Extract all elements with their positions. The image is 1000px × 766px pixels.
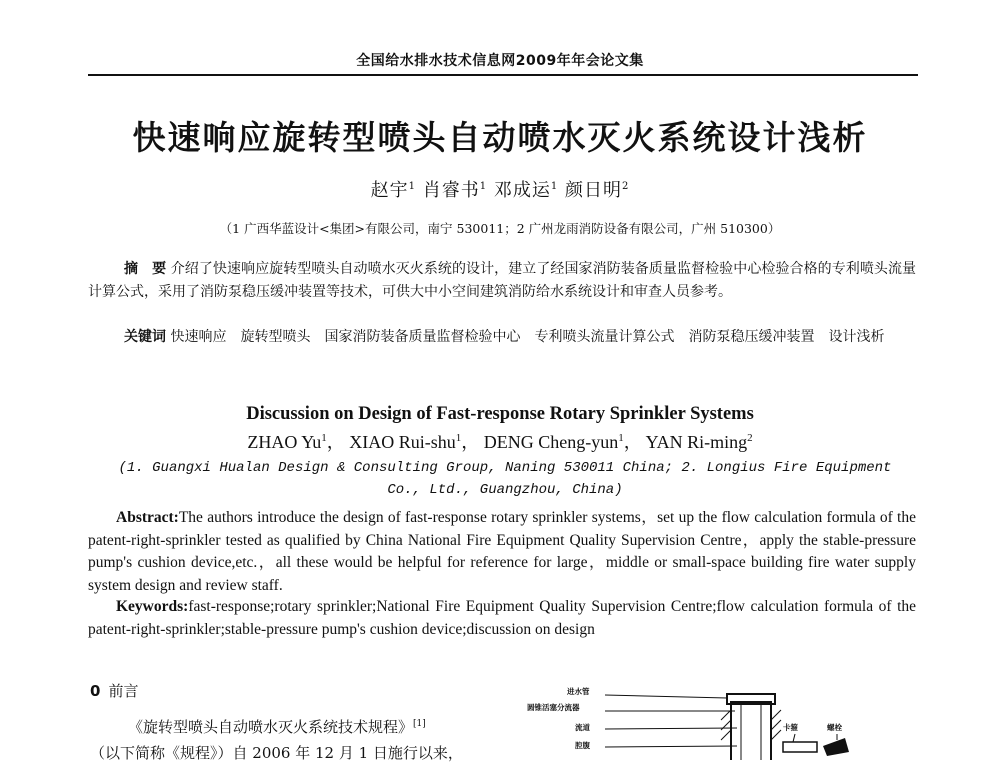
running-header: 全国给水排水技术信息网2009年年会论文集 <box>356 53 644 69</box>
leader-line <box>605 746 737 747</box>
clamp-shape <box>783 742 817 752</box>
author-sup: 1 <box>479 181 488 192</box>
figure-label: 圆锥活塞分流器 <box>527 703 580 712</box>
paper-title-cn: 快速响应旋转型喷头自动喷水灭火系统设计浅析 <box>132 118 868 157</box>
author-sup: 2 <box>621 181 630 192</box>
pipe-body <box>731 702 771 760</box>
intro-line-2: （以下简称《规程》）自 2006 年 12 月 1 日施行以来， <box>90 744 463 762</box>
hatch <box>771 720 781 730</box>
author-en: ZHAO Yu <box>247 432 322 452</box>
section-title: 前言 <box>108 682 139 700</box>
keywords-cn-label: 关键词 <box>124 329 166 345</box>
authors-cn <box>0 176 1000 202</box>
leader-line <box>793 734 795 742</box>
nut-shape <box>823 738 849 756</box>
sprinkler-diagram <box>505 680 905 760</box>
author-en: XIAO Rui-shu <box>349 432 456 452</box>
intro-ref: [1] <box>413 719 426 729</box>
keywords-cn-text: 快速响应 旋转型喷头 国家消防装备质量监督检验中心 专利喷头流量计算公式 消防泵稳压缓冲装置 设计浅析 <box>170 329 885 345</box>
paper-title-en: Discussion on Design of Fast-response Rotary Sprinkler Systems <box>246 404 754 424</box>
header-rule <box>88 74 918 76</box>
affiliation-en: (1. Guangxi Hualan Design & Consulting Group, Naning 530011 China; 2. Longius Fire Equipment Co., Ltd., Guangzhou, China) <box>118 460 892 498</box>
figure-label: 腔腹 <box>575 741 590 750</box>
abstract-en-text: The authors introduce the design of fast-response rotary sprinkler systems，set up the flow calculation formula of the patent-right-sprinkler tested as qualified by China National Fire Equipment Quality Supervision Centre，apply the stable-pressure pump's cushion device,etc.，all these would be helpful for reference for large，middle or small-space building fire water supply system design and review staff. <box>88 509 916 594</box>
author-sup: 1 <box>618 432 624 444</box>
figure-label: 螺栓 <box>827 723 842 732</box>
author-en: DENG Cheng-yun <box>483 432 619 452</box>
hatch <box>721 730 731 740</box>
authors-en: ZHAO Yu$^1$， XIAO Rui-shu$^1$， DENG Cheng-yun$^1$， YAN Ri-ming$^2$ <box>247 432 753 452</box>
abstract-cn-text: 介绍了快速响应旋转型喷头自动喷水灭火系统的设计，建立了经国家消防装备质量监督检验中心检验合格的专利喷头流量计算公式，采用了消防泵稳压缓冲装置等技术，可供大中小空间建筑消防给水系统设计和审查人员参考。 <box>88 261 917 300</box>
section-number: 0 <box>90 682 101 700</box>
abstract-cn <box>88 258 916 304</box>
leader-line <box>605 695 727 698</box>
author-cn: 邓成运 <box>493 180 551 201</box>
author-en: YAN Ri-ming <box>645 432 748 452</box>
intro-paragraph <box>90 711 502 766</box>
abstract-en-label: Abstract: <box>116 509 179 526</box>
author-sup: 2 <box>747 432 753 444</box>
hatch <box>771 730 781 740</box>
figure-label: 进水管 <box>567 687 590 696</box>
author-sup: 1 <box>408 181 417 192</box>
author-sup: 1 <box>550 181 559 192</box>
keywords-en <box>88 596 916 641</box>
affiliation-cn: （1 广西华蓝设计<集团>有限公司，南宁 530011；2 广州龙雨消防设备有限公司，广州 510300） <box>219 221 781 236</box>
author-cn: 颜日明 <box>564 180 622 201</box>
abstract-en <box>88 507 916 597</box>
author-sup: 1 <box>321 432 327 444</box>
abstract-cn-label: 摘 要 <box>124 261 167 277</box>
figure-label: 流道 <box>575 723 590 732</box>
keywords-en-text: fast-response;rotary sprinkler;National Fire Equipment Quality Supervision Centre;flow calculation formula of the patent-right-sprinkler;stable-pressure pump's cushion device;discussion on design <box>88 598 916 638</box>
author-sup: 1 <box>455 432 462 444</box>
author-cn: 赵宇 <box>370 180 409 201</box>
keywords-cn <box>88 326 916 349</box>
keywords-en-label: Keywords: <box>116 598 189 615</box>
intro-line-1: 《旋转型喷头自动喷水灭火系统技术规程》[1] <box>128 718 426 736</box>
sprinkler-diagram-svg <box>505 680 905 760</box>
hatch <box>771 710 781 720</box>
leader-line <box>605 728 737 729</box>
author-cn: 肖睿书 <box>422 180 480 201</box>
figure-label: 卡箍 <box>783 723 798 732</box>
section-heading <box>90 680 138 701</box>
